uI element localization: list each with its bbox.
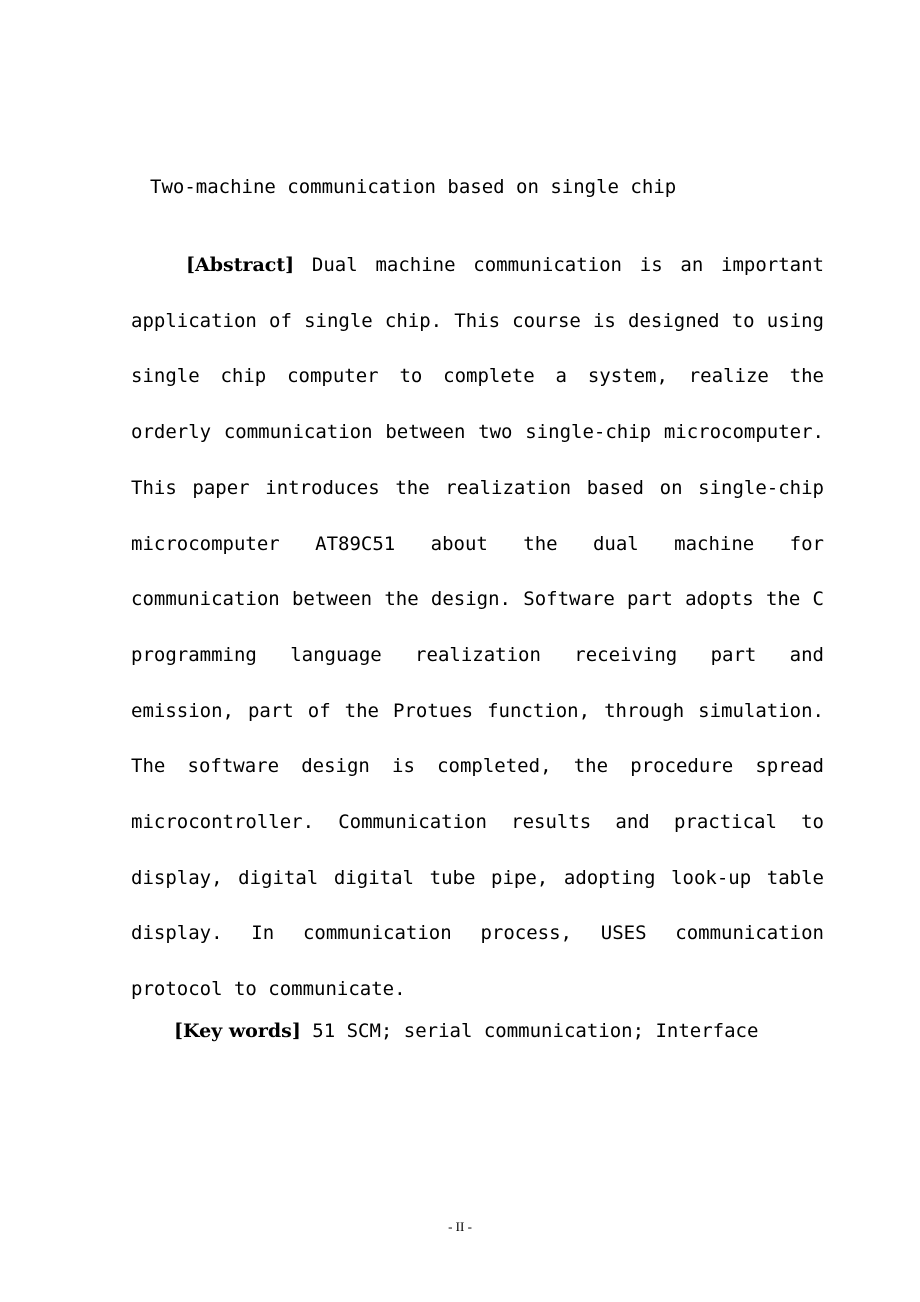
abstract-label: [Abstract] [186,254,295,276]
paper-title: Two-machine communication based on single chip [150,176,677,198]
abstract-paragraph [131,238,824,1018]
abstract-text: Dual machine communication is an important application of single chip. This course is designed to using single chip computer to complete a system, realize the orderly communication between two single-chip microcomputer. This paper introduces the realization based on single-chip microcomputer AT89C51 about the dual machine for communication between the design. Software part adopts the C programming language realization receiving part and emission, part of the Protues function, through simulation. The software design is completed, the procedure spread microcontroller. Communication results and practical to display, digital digital tube pipe, adopting look-up table display. In communication process, USES communication protocol to communicate. [131,254,824,1001]
keywords-line [174,1017,758,1045]
keywords-text: 51 SCM; serial communication; Interface [300,1020,759,1042]
page-number: - II - [448,1219,472,1234]
keywords-label: [Key words] [174,1020,301,1042]
